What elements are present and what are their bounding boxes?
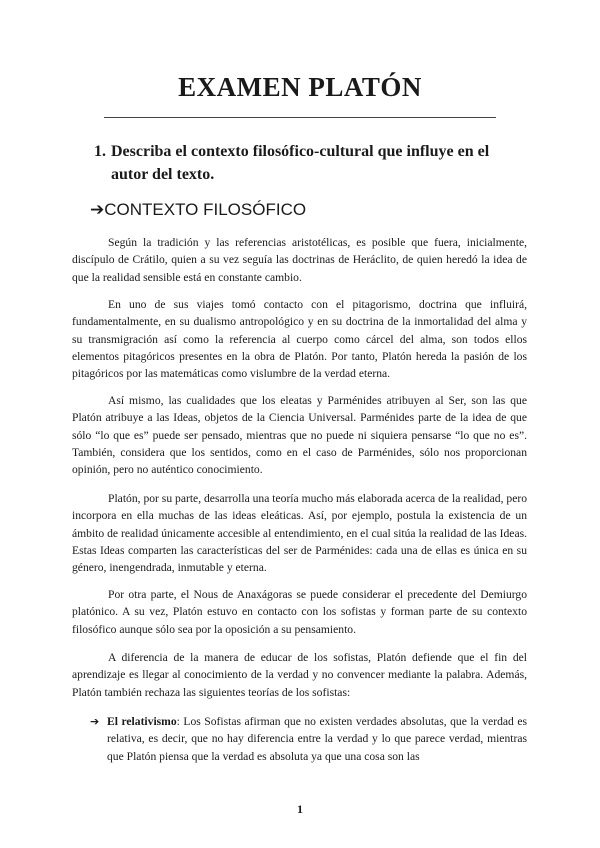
paragraph-5: Por otra parte, el Nous de Anaxágoras se puede considerar el precedente del Demiurgo platónico. A su vez, Platón estuvo en contacto con los sofistas y forman parte de su contexto filosófico aunque sólo sea por la oposición a su pensamiento. bbox=[72, 588, 527, 636]
question-heading bbox=[94, 140, 514, 186]
paragraph-3: Así mismo, las cualidades que los eleatas y Parménides atribuyen al Ser, son las que Platón atribuye a las Ideas, objetos de la Ciencia Universal. Parménides parte de la idea de que sólo “lo que es” puede ser pensado, mientras que no puede ni siquiera pensarse “lo que no es”. También, considera que los sentidos, como en el caso de Parménides, sólo nos proporcionan opinión, pero no auténtico conocimiento. bbox=[72, 394, 527, 477]
paragraph-2: En uno de sus viajes tomó contacto con el pitagorismo, doctrina que influirá, fundamentalmente, en su dualismo antropológico y en su doctrina de la inmortalidad del alma y su transmigración así como la referencia al cuerpo como cárcel del alma, son todos ellos elementos pitagóricos presentes en la obra de Platón. Por tanto, Platón hereda la pasión de los pitagóricos por las matemáticas como vislumbre de la verdad eterna. bbox=[72, 298, 527, 381]
title-divider bbox=[104, 117, 496, 118]
paragraph-4: Platón, por su parte, desarrolla una teoría mucho más elaborada acerca de la realidad, pero incorpora en ella muchas de las ideas eleáticas. Así, por ejemplo, postula la existencia de un ámbito de realidad únicamente accesible al entendimiento, en el cual sitúa la realidad de las Ideas. Estas Ideas comparten las características del ser de Parménides: cada una de ellas es única en su género, inengendrada, inmutable y eterna. bbox=[72, 492, 527, 575]
paragraph-6: A diferencia de la manera de educar de los sofistas, Platón defiende que el fin del aprendizaje es llegar al conocimiento de la verdad y no convencer mediante la palabra. Además, Platón también rechaza las siguientes teorías de los sofistas: bbox=[72, 651, 527, 699]
bullet-term: El relativismo bbox=[107, 715, 177, 728]
question-text: Describa el contexto filosófico-cultural que influye en el autor del texto. bbox=[111, 143, 490, 183]
arrow-right-icon: ➔ bbox=[90, 200, 105, 220]
section-heading bbox=[90, 200, 306, 220]
page-number: 1 bbox=[297, 802, 303, 816]
paragraph-1: Según la tradición y las referencias aristotélicas, es posible que fuera, inicialmente, discípulo de Crátilo, quien a su vez seguía las doctrinas de Heráclito, de quien heredó la idea de que la realidad sensible está en constante cambio. bbox=[72, 236, 527, 284]
document-title: EXAMEN PLATÓN bbox=[178, 72, 422, 102]
section-heading-text: CONTEXTO FILOSÓFICO bbox=[104, 200, 307, 219]
bullet-text: : Los Sofistas afirman que no existen verdades absolutas, que la verdad es relativa, es decir, que no hay diferencia entre la verdad y lo que parece verdad, mientras que Platón piensa que la verdad es absoluta ya que una cosa son las bbox=[107, 715, 527, 763]
arrow-right-icon: ➔ bbox=[90, 715, 100, 728]
bullet-item-relativismo bbox=[90, 713, 527, 765]
question-number: 1. bbox=[94, 143, 106, 160]
